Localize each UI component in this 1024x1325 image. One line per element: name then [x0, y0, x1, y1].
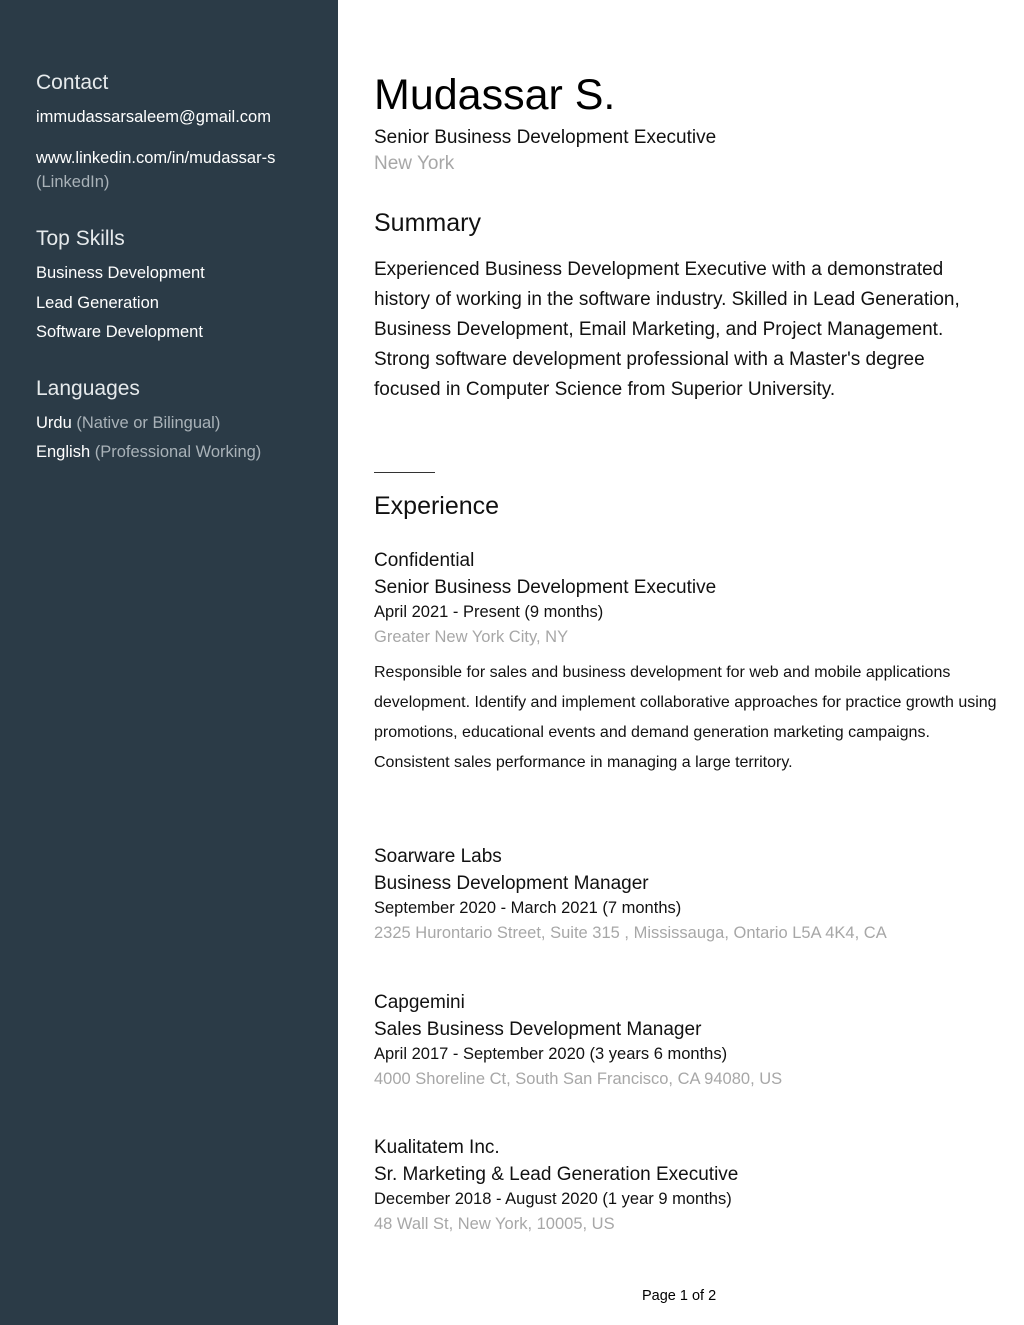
job-role: Business Development Manager	[374, 873, 649, 894]
job-location: 4000 Shoreline Ct, South San Francisco, CA 94080, US	[374, 1070, 783, 1088]
languages-heading: Languages	[36, 377, 140, 400]
sidebar	[0, 0, 338, 1325]
language-name: Urdu	[36, 414, 72, 432]
contact-linkedin-label: (LinkedIn)	[36, 173, 110, 191]
job-dates: April 2017 - September 2020 (3 years 6 months)	[374, 1045, 728, 1063]
skill-item: Lead Generation	[36, 294, 159, 312]
person-location: New York	[374, 153, 455, 174]
summary-title: Summary	[374, 209, 481, 237]
skills-heading: Top Skills	[36, 227, 125, 250]
contact-heading: Contact	[36, 71, 109, 94]
language-level: (Professional Working)	[94, 443, 262, 461]
skill-item: Business Development	[36, 264, 205, 282]
language-level: (Native or Bilingual)	[76, 414, 221, 432]
job-company: Soarware Labs	[374, 846, 502, 867]
job-location: Greater New York City, NY	[374, 628, 569, 646]
skill-item: Software Development	[36, 323, 203, 341]
language-name: English	[36, 443, 91, 461]
summary-text: Experienced Business Development Executive with a demonstrated history of working in the software industry. Skilled in Lead Generation, Business Development, Email Marketing, and Project Management. Strong software development professional with a Master's degree focused in Computer Science from Superior University.	[374, 259, 960, 400]
job-company: Kualitatem Inc.	[374, 1137, 500, 1158]
job-dates: December 2018 - August 2020 (1 year 9 months)	[374, 1190, 732, 1208]
person-headline: Senior Business Development Executive	[374, 127, 717, 148]
job-role: Sr. Marketing & Lead Generation Executive	[374, 1164, 739, 1185]
job-role: Senior Business Development Executive	[374, 577, 717, 598]
page-number: Page 1 of 2	[642, 1288, 717, 1304]
job-company: Capgemini	[374, 992, 465, 1013]
contact-linkedin-url[interactable]: www.linkedin.com/in/mudassar-s	[36, 149, 276, 167]
job-location: 48 Wall St, New York, 10005, US	[374, 1215, 615, 1233]
job-company: Confidential	[374, 550, 475, 571]
job-role: Sales Business Development Manager	[374, 1019, 702, 1040]
job-dates: September 2020 - March 2021 (7 months)	[374, 899, 682, 917]
contact-email[interactable]: immudassarsaleem@gmail.com	[36, 108, 271, 126]
language-item	[36, 443, 261, 462]
job-description: Responsible for sales and business development for web and mobile applications development. Identify and implement collaborative approaches for practice growth using promotions, educational events and demand generation marketing campaigns. Consistent sales performance in managing a large territory.	[374, 664, 997, 771]
language-item	[36, 414, 220, 433]
person-name: Mudassar S.	[374, 71, 616, 119]
job-location: 2325 Hurontario Street, Suite 315 , Mississauga, Ontario L5A 4K4, CA	[374, 924, 887, 942]
section-divider	[374, 472, 435, 473]
experience-title: Experience	[374, 492, 500, 520]
job-dates: April 2021 - Present (9 months)	[374, 603, 604, 621]
